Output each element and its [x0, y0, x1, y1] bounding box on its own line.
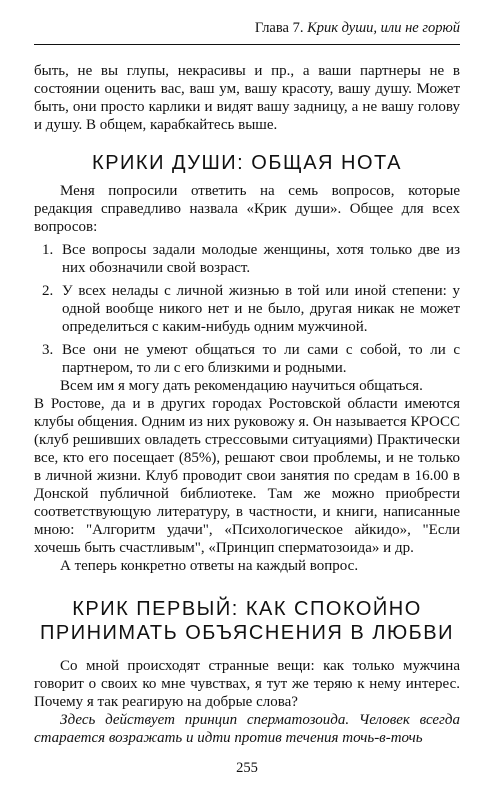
section2-question: Со мной происходят странные вещи: как только мужчина говорит о своих ко мне чувствах, я тут же теряю к нему интерес. Почему я так реагирую на добрые слова?	[34, 658, 460, 710]
list-item	[34, 282, 460, 336]
intro-paragraph: быть, не вы глупы, некрасивы и пр., а ваши партнеры не в состоянии оценить вас, ваш ум, вашу красоту, вашу душу. Может быть, они просто карлики и видят вашу задницу, а не вашу голову и душу. В общем, карабкайтесь выше.	[34, 63, 460, 133]
section1-body-clubs: В Ростове, да и в других городах Ростовской области имеются клубы общения. Одним из них руковожу я. Он называется КРОСС (клуб решивших овладеть стрессовыми ситуациями) Практически все, кто его посещает (85%), решают свои проблемы, и не только в личной жизни. Клуб проводит свои занятия по средам в 16.00 в Донской публичной библиотеке. Там же можно приобрести соответствующую литературу, в частности, и книги, написанные мною: "Алгоритм удачи", «Психологическое айкидо», "Если хочешь быть счастливым", «Принцип сперматозоида» и др.	[34, 396, 460, 556]
running-header	[34, 16, 460, 45]
list-item-text: Все вопросы задали молодые женщины, хотя только две из них обозначили свой возраст.	[62, 242, 460, 276]
page-body	[34, 62, 460, 747]
chapter-title: Крик души, или не горюй	[307, 20, 460, 36]
list-item-number: 2.	[42, 283, 54, 299]
list-item-number: 3.	[42, 342, 54, 358]
common-points-list	[34, 241, 460, 377]
section-heading-general-note: КРИКИ ДУШИ: ОБЩАЯ НОТА	[92, 152, 402, 174]
chapter-number: Глава 7.	[254, 20, 304, 36]
page-number: 255	[236, 760, 258, 776]
section1-lead: Меня попросили ответить на семь вопросов, которые редакция справедливо назвала «Крик души». Общее для всех вопросов:	[34, 183, 460, 235]
list-item-text: Все они не умеют общаться то ли сами с собой, то ли с партнером, то ли с его близкими и родными.	[62, 342, 460, 376]
section1-body-recommendation: Всем им я могу дать рекомендацию научиться общаться.	[60, 378, 423, 394]
list-item	[34, 341, 460, 377]
section2-answer: Здесь действует принцип сперматозоида. Человек всегда старается возражать и идти против течения точь-в-точь	[34, 712, 460, 746]
list-item-text: У всех нелады с личной жизнью в той или иной степени: у одной вообще никого нет и не было, другая никак не может определиться с каким-нибудь одним мужчиной.	[62, 283, 460, 335]
section-heading-first-cry: КРИК ПЕРВЫЙ: КАК СПОКОЙНО ПРИНИМАТЬ ОБЪЯСНЕНИЯ В ЛЮБВИ	[40, 598, 454, 644]
running-header-text	[255, 20, 460, 37]
list-item	[34, 241, 460, 277]
section1-body-closing: А теперь конкретно ответы на каждый вопрос.	[60, 558, 359, 574]
list-item-number: 1.	[42, 242, 54, 258]
